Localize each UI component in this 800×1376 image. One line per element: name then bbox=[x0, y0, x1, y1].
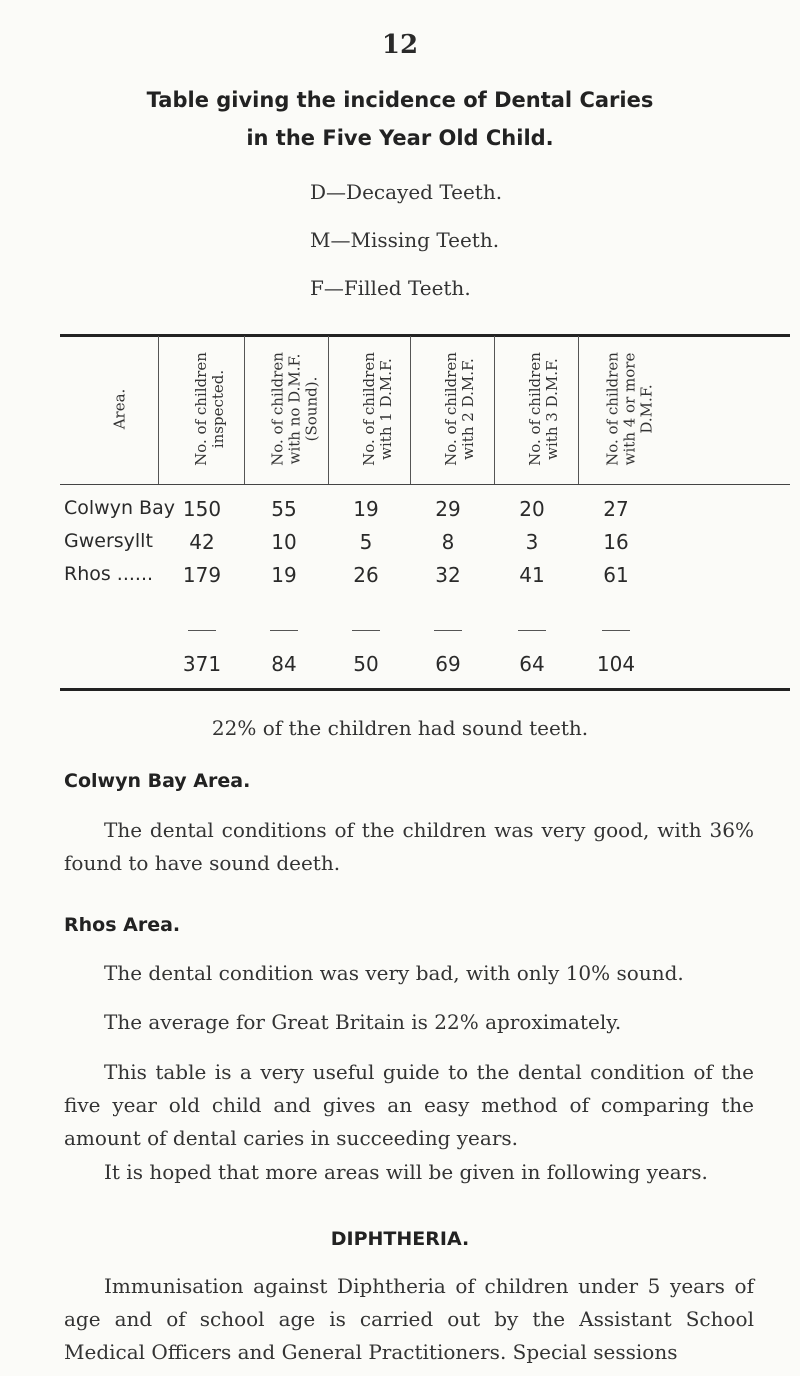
column-divider bbox=[410, 336, 411, 484]
rhos-heading: Rhos Area. bbox=[64, 914, 181, 936]
table-cell: 61 bbox=[603, 563, 629, 587]
colwyn-paragraph: The dental conditions of the children was very good, with 36% found to have sound deeth. bbox=[64, 818, 754, 875]
column-divider bbox=[494, 336, 495, 484]
column-divider bbox=[158, 336, 159, 484]
header-2dmf-text: No. of children with 2 D.M.F. bbox=[442, 352, 477, 466]
column-divider bbox=[578, 336, 579, 484]
diphtheria-heading: DIPHTHERIA. bbox=[330, 1228, 470, 1250]
total-cell: 104 bbox=[596, 652, 636, 676]
header-4dmf-text: No. of children with 4 or more D.M.F. bbox=[603, 352, 656, 466]
table-subtitle: in the Five Year Old Child. bbox=[246, 126, 554, 150]
row-area-rhos: Rhos ...... bbox=[64, 563, 154, 585]
diphtheria-paragraph: Immunisation against Diphtheria of children under 5 years of age and of school age is carried out by the Assistant School Medical Officers and General Practitioners. Special sessions bbox=[64, 1274, 754, 1364]
legend-missing: M—Missing Teeth. bbox=[310, 228, 500, 252]
hope-paragraph: It is hoped that more areas will be given in following years. bbox=[104, 1160, 708, 1184]
header-2dmf bbox=[430, 338, 490, 480]
guide-paragraph: This table is a very useful guide to the dental condition of the five year old child and gives an easy method of comparing the amount of dental caries in succeeding years. bbox=[64, 1060, 754, 1150]
table-cell: 41 bbox=[519, 563, 545, 587]
header-3dmf bbox=[514, 338, 574, 480]
table-cell: 20 bbox=[519, 497, 545, 521]
sum-dash bbox=[434, 630, 462, 631]
sum-dash bbox=[602, 630, 630, 631]
header-inspected-text: No. of children inspected. bbox=[192, 352, 227, 466]
table-cell: 27 bbox=[603, 497, 629, 521]
table-cell: 5 bbox=[359, 530, 373, 554]
table-cell: 42 bbox=[189, 530, 215, 554]
sum-dash bbox=[270, 630, 298, 631]
page-number: 12 bbox=[381, 30, 419, 60]
header-1dmf-text: No. of children with 1 D.M.F. bbox=[360, 352, 395, 466]
table-cell: 179 bbox=[182, 563, 222, 587]
header-bottom-rule bbox=[60, 484, 790, 485]
table-cell: 150 bbox=[182, 497, 222, 521]
table-cell: 19 bbox=[271, 563, 297, 587]
summary-text: 22% of the children had sound teeth. bbox=[211, 716, 589, 740]
column-divider bbox=[244, 336, 245, 484]
table-cell: 19 bbox=[353, 497, 379, 521]
row-area-gwersyllt: Gwersyllt bbox=[64, 530, 153, 552]
total-cell: 69 bbox=[435, 652, 461, 676]
total-cell: 84 bbox=[271, 652, 297, 676]
table-top-rule bbox=[60, 334, 790, 337]
header-1dmf bbox=[348, 338, 408, 480]
sum-dash bbox=[518, 630, 546, 631]
table-cell: 16 bbox=[603, 530, 629, 554]
header-area-text: Area. bbox=[110, 388, 129, 430]
row-area-colwyn: Colwyn Bay bbox=[64, 497, 175, 519]
legend-decayed: D—Decayed Teeth. bbox=[310, 180, 503, 204]
sum-dash bbox=[188, 630, 216, 631]
header-sound-text: No. of children with no D.M.F. (Sound). bbox=[268, 352, 321, 466]
legend-filled: F—Filled Teeth. bbox=[310, 276, 471, 300]
header-3dmf-text: No. of children with 3 D.M.F. bbox=[526, 352, 561, 466]
table-cell: 29 bbox=[435, 497, 461, 521]
table-cell: 32 bbox=[435, 563, 461, 587]
header-area bbox=[90, 338, 150, 480]
colwyn-heading: Colwyn Bay Area. bbox=[64, 770, 251, 792]
table-cell: 3 bbox=[525, 530, 539, 554]
table-cell: 10 bbox=[271, 530, 297, 554]
table-title: Table giving the incidence of Dental Caries bbox=[146, 88, 654, 112]
header-4dmf bbox=[600, 338, 660, 480]
average-paragraph: The average for Great Britain is 22% aproximately. bbox=[104, 1010, 622, 1034]
table-cell: 8 bbox=[441, 530, 455, 554]
header-inspected bbox=[180, 338, 240, 480]
total-cell: 64 bbox=[519, 652, 545, 676]
table-cell: 55 bbox=[271, 497, 297, 521]
column-divider bbox=[328, 336, 329, 484]
rhos-paragraph: The dental condition was very bad, with only 10% sound. bbox=[104, 961, 684, 985]
total-cell: 371 bbox=[182, 652, 222, 676]
header-sound bbox=[265, 338, 325, 480]
table-cell: 26 bbox=[353, 563, 379, 587]
total-cell: 50 bbox=[353, 652, 379, 676]
sum-dash bbox=[352, 630, 380, 631]
table-bottom-rule bbox=[60, 688, 790, 691]
